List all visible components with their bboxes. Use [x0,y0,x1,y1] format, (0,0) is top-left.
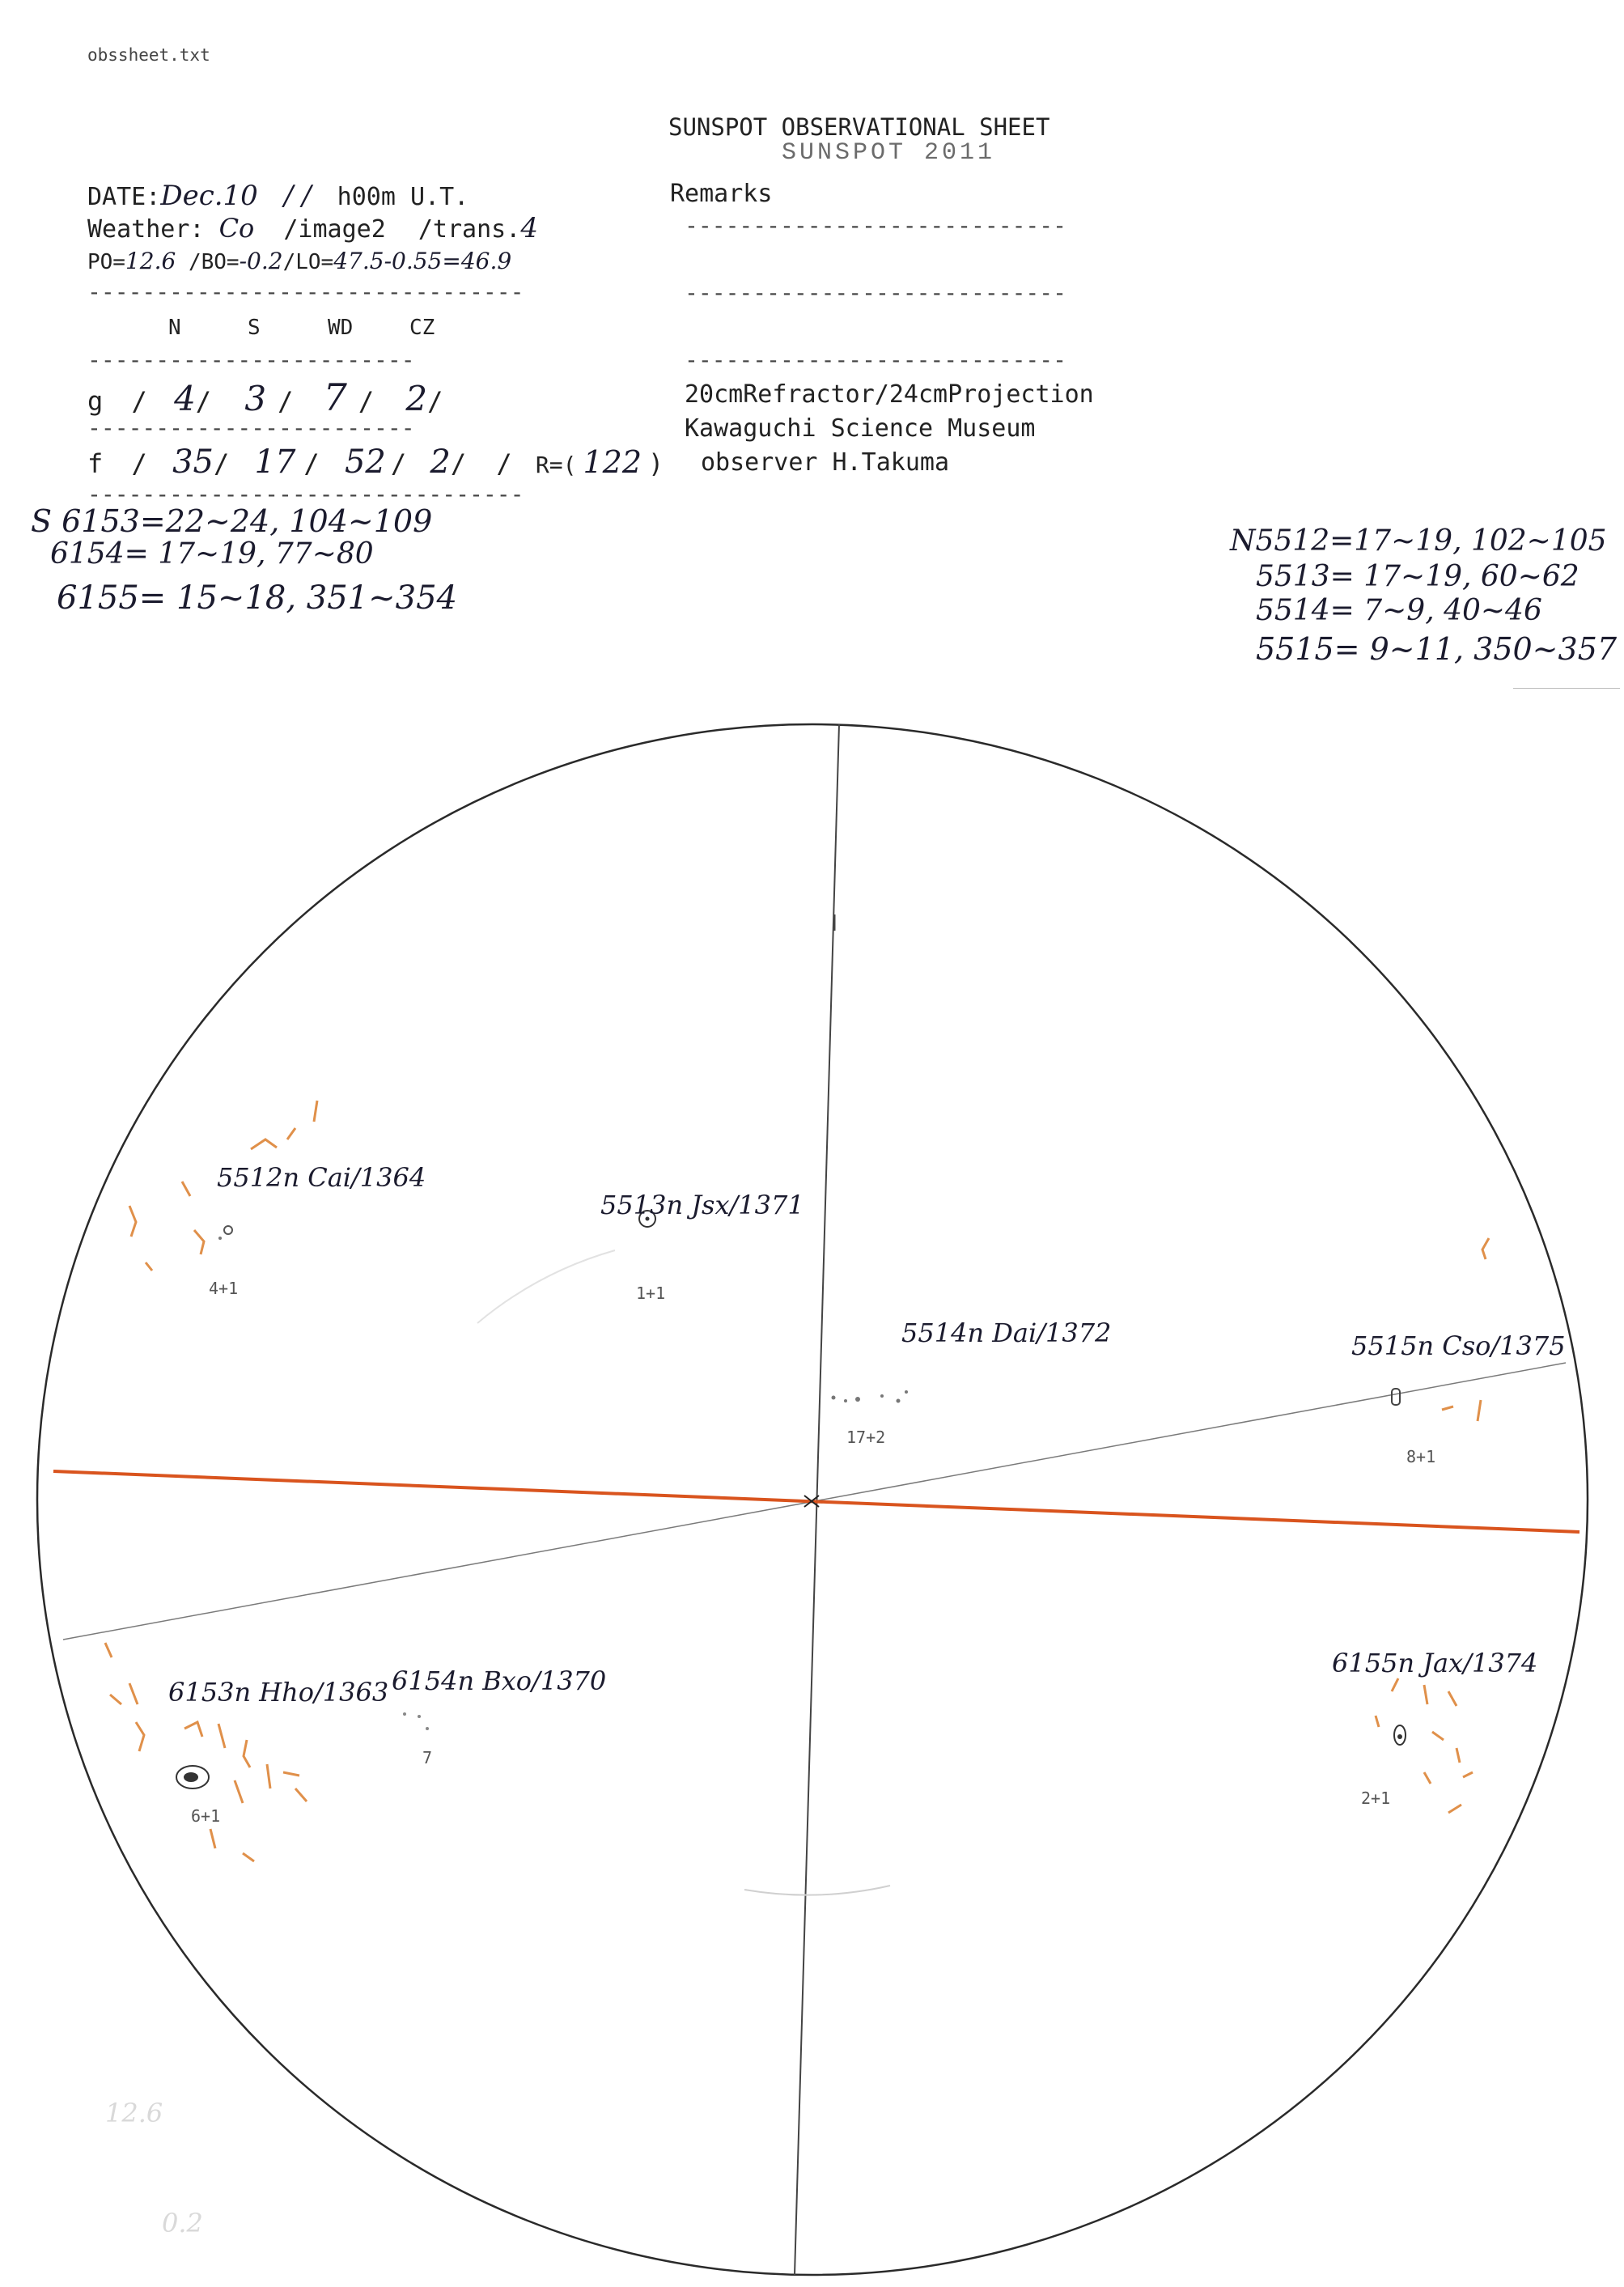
f-value-n: 35 [172,443,214,481]
date-separator: / / [283,180,312,212]
lo-label: /LO= [282,250,334,274]
f-row: f / 35/ 17 / 52 / 2/ / R=( 122 ) [87,443,664,481]
weather-value: Co [218,213,255,244]
g-value-s: 3 [244,379,267,418]
year-stamp: SUNSPOT 2011 [782,139,996,167]
r-value: 122 [583,444,642,480]
group-count-6154: 7 [422,1748,433,1767]
remarks-label: Remarks [670,180,773,208]
faculae-6153 [105,1643,307,1861]
column-s: S [248,316,261,340]
spot-5515 [1392,1389,1400,1405]
spots-5514 [832,1390,909,1403]
group-label-6155: 6155n Jax/1374 [1332,1648,1538,1678]
f-label: f [87,448,104,479]
form-divider-2: ------------------------ [87,346,415,373]
group-count-5514: 17+2 [846,1428,886,1447]
equipment-line-2: Kawaguchi Science Museum [685,414,1036,443]
group-count-5513: 1+1 [636,1284,666,1303]
g-value-cz: 2 [405,379,428,418]
south-note-2: 6154= 17~19, 77~80 [50,537,374,571]
north-note-1: N5512=17~19, 102~105 [1230,524,1607,558]
group-label-5512: 5512n Cai/1364 [217,1162,426,1193]
equipment-line-1: 20cmRefractor/24cmProjection [685,380,1094,409]
time-value: h00m [337,183,396,211]
group-label-5515: 5515n Cso/1375 [1351,1330,1566,1361]
weather-label: Weather: [87,215,205,244]
north-note-2: 5513= 17~19, 60~62 [1256,560,1579,593]
f-value-s: 17 [254,443,296,481]
r-label: R=( [535,452,577,478]
image-value: 2 [371,215,386,244]
g-row: g / 4/ 3 / 7 / 2/ [87,376,443,419]
group-count-5512: 4+1 [209,1279,239,1298]
faded-note-1: 12.6 [105,2098,163,2128]
image-label: /image [283,215,371,244]
form-divider-1: -------------------------------- [87,278,524,305]
trans-label: /trans. [418,215,521,244]
spot-5512 [224,1226,232,1234]
group-count-6153: 6+1 [191,1806,221,1826]
north-note-3: 5514= 7~9, 40~46 [1256,594,1542,627]
equipment-line-3: observer H.Takuma [701,448,950,477]
filename: obssheet.txt [87,45,210,65]
faded-note-2: 0.2 [162,2208,203,2238]
group-label-5513: 5513n Jsx/1371 [600,1190,804,1220]
column-cz: CZ [409,316,435,340]
form-divider-3: ------------------------ [87,414,415,441]
remarks-divider-3: ---------------------------- [685,346,1067,373]
remarks-divider-1: ---------------------------- [685,212,1067,239]
group-label-6154: 6154n Bxo/1370 [392,1665,607,1696]
form-divider-4: -------------------------------- [87,481,524,507]
sheet-title: SUNSPOT OBSERVATIONAL SHEET [668,113,1050,141]
lo-value: 47.5-0.55=46.9 [333,248,512,274]
group-count-5515: 8+1 [1406,1447,1436,1466]
group-count-6155: 2+1 [1361,1788,1391,1808]
bo-value: -0.2 [239,248,283,274]
spots-6154 [403,1712,429,1730]
f-value-cz: 2 [430,443,451,481]
remarks-divider-2: ---------------------------- [685,279,1067,306]
faculae-5515 [1442,1238,1489,1421]
group-label-6153: 6153n Hho/1363 [168,1677,389,1708]
g-label: g [87,386,104,417]
bo-label: /BO= [188,250,240,274]
f-value-wd: 52 [344,443,386,481]
po-label: PO= [87,250,125,274]
south-note-1: S 6153=22~24, 104~109 [31,503,433,539]
north-note-4: 5515= 9~11, 350~357 [1256,631,1618,667]
date-value: Dec.10 [160,180,258,212]
g-value-n: 4 [174,379,196,418]
group-label-5514: 5514n Dai/1372 [901,1317,1112,1348]
south-note-3: 6155= 15~18, 351~354 [57,579,457,617]
g-value-wd: 7 [323,376,347,419]
date-label: DATE: [87,183,161,211]
r-close: ) [648,448,664,479]
time-suffix: U.T. [409,183,469,211]
column-wd: WD [328,316,354,340]
column-n: N [168,316,181,340]
po-value: 12.6 [125,248,176,274]
trans-value: 4 [520,212,538,244]
